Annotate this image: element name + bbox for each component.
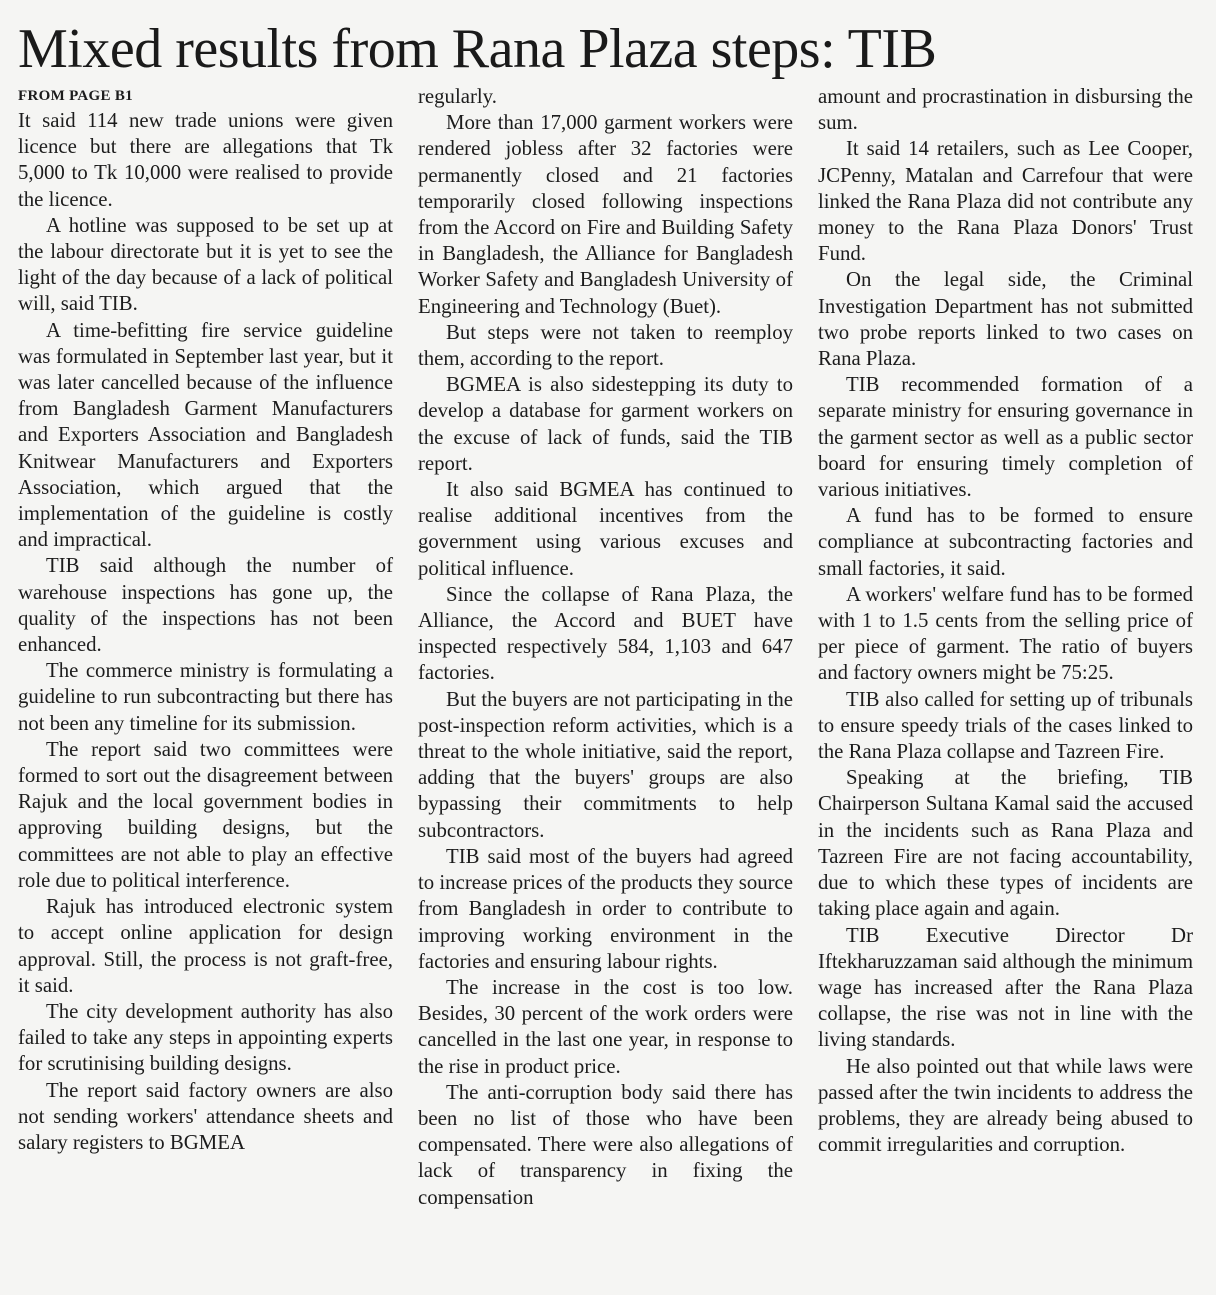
paragraph: He also pointed out that while laws were passed after the twin incidents to address the problems, they are already being abused to commit irregularities and corruption. xyxy=(818,1054,1193,1157)
article-column-2 xyxy=(418,84,793,1211)
paragraph: regularly. xyxy=(418,85,497,108)
paragraph: A time-befitting fire service guideline was formulated in September last year, but it was later cancelled because of the influence from Bangladesh Garment Manufacturers and Exporters Association and Bangladesh Knitwear Manufacturers and Exporters Association, which argued that the implementation of the guideline is costly and impractical. xyxy=(18,318,393,552)
paragraph: TIB said although the number of warehouse inspections has gone up, the quality of the inspections has not been enhanced. xyxy=(18,554,393,657)
paragraph: The anti-corruption body said there has been no list of those who have been compensated. There were also allegations of lack of transparency in fixing the compensation xyxy=(418,1080,793,1209)
paragraph: It said 14 retailers, such as Lee Cooper, JCPenny, Matalan and Carrefour that were linked the Rana Plaza did not contribute any money to the Rana Plaza Donors' Trust Fund. xyxy=(818,137,1193,266)
article-column-1 xyxy=(18,84,393,1156)
paragraph: A hotline was supposed to be set up at the labour directorate but it is yet to see the light of the day because of a lack of political will, said TIB. xyxy=(18,213,393,316)
paragraph: The commerce ministry is formulating a guideline to run subcontracting but there has not been any timeline for its submission. xyxy=(18,659,393,735)
paragraph: The report said two committees were formed to sort out the disagreement between Rajuk and the local government bodies in approving building designs, but the committees are not able to play an effective role due to political interference. xyxy=(18,737,393,892)
paragraph: TIB also called for setting up of tribunals to ensure speedy trials of the cases linked to the Rana Plaza collapse and Tazreen Fire. xyxy=(818,687,1193,764)
paragraph: A workers' welfare fund has to be formed with 1 to 1.5 cents from the selling price of per piece of garment. The ratio of buyers and factory owners might be 75:25. xyxy=(818,582,1193,685)
paragraph: On the legal side, the Criminal Investigation Department has not submitted two probe reports linked to two cases on Rana Plaza. xyxy=(818,268,1193,371)
paragraph: Speaking at the briefing, TIB Chairperson Sultana Kamal said the accused in the incidents such as Rana Plaza and Tazreen Fire are not facing accountability, due to which these types of incidents are taking place again and again. xyxy=(818,766,1193,921)
paragraph: A fund has to be formed to ensure compliance at subcontracting factories and small factories, it said. xyxy=(818,504,1193,580)
paragraph: But steps were not taken to reemploy them, according to the report. xyxy=(418,320,793,371)
paragraph: TIB said most of the buyers had agreed to increase prices of the products they source from Bangladesh in order to contribute to improving working environment in the factories and ensuring labour rights. xyxy=(418,844,793,973)
paragraph: Since the collapse of Rana Plaza, the Alliance, the Accord and BUET have inspected respectively 584, 1,103 and 647 factories. xyxy=(418,582,793,685)
paragraph: The report said factory owners are also not sending workers' attendance sheets and salary registers to BGMEA xyxy=(18,1078,393,1154)
paragraph: More than 17,000 garment workers were rendered jobless after 32 factories were permanently closed and 21 factories temporarily closed following inspections from the Accord on Fire and Building Safety in Bangladesh, the Alliance for Bangladesh Worker Safety and Bangladesh University of Engineering and Technology (Buet). xyxy=(418,111,793,318)
paragraph: It also said BGMEA has continued to realise additional incentives from the government using various excuses and political influence. xyxy=(418,478,793,580)
headline: Mixed results from Rana Plaza steps: TIB xyxy=(18,18,937,80)
continuation-kicker: FROM PAGE B1 xyxy=(18,88,133,104)
paragraph: The city development authority has also failed to take any steps in appointing experts for scrutinising building designs. xyxy=(18,999,393,1076)
paragraph: BGMEA is also sidestepping its duty to develop a database for garment workers on the excuse of lack of funds, said the TIB report. xyxy=(418,373,793,475)
paragraph: The increase in the cost is too low. Besides, 30 percent of the work orders were cancelled in the last one year, in response to the rise in product price. xyxy=(418,975,793,1078)
article-column-3 xyxy=(818,84,1193,1158)
paragraph: It said 114 new trade unions were given licence but there are allegations that Tk 5,000 to Tk 10,000 were realised to provide the licence. xyxy=(18,109,393,211)
paragraph: Rajuk has introduced electronic system to accept online application for design approval. Still, the process is not graft-free, it said. xyxy=(18,895,393,997)
paragraph: But the buyers are not participating in the post-inspection reform activities, which is a threat to the whole initiative, said the report, adding that the buyers' groups are also bypassing their commitments to help subcontractors. xyxy=(418,687,793,842)
paragraph: amount and procrastination in disbursing the sum. xyxy=(818,85,1193,135)
paragraph: TIB recommended formation of a separate ministry for ensuring governance in the garment sector as well as a public sector board for ensuring timely completion of various initiatives. xyxy=(818,373,1193,502)
paragraph: TIB Executive Director Dr Iftekharuzzaman said although the minimum wage has increased after the Rana Plaza collapse, the rise was not in line with the living standards. xyxy=(818,923,1193,1052)
